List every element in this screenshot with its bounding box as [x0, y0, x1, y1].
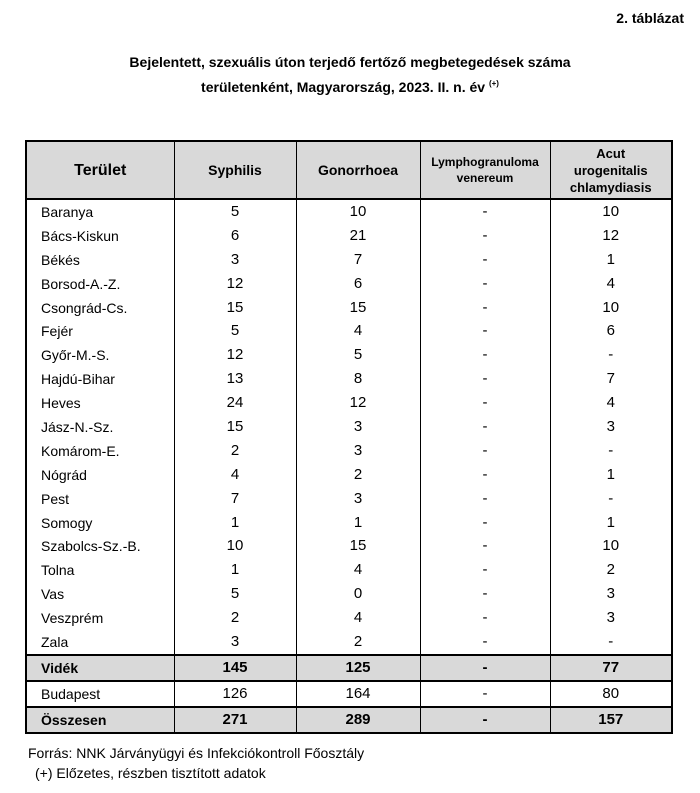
preliminary-note: (+) Előzetes, részben tisztított adatok [35, 765, 266, 781]
table-row [26, 296, 672, 320]
cell-lgv: - [420, 391, 550, 415]
header-acut-line-3: chlamydiasis [569, 179, 652, 195]
cell-region: Csongrád-Cs. [26, 296, 174, 320]
cell-region: Somogy [26, 511, 174, 535]
cell-lgv: - [420, 439, 550, 463]
cell-gonorrhoea: 6 [296, 272, 420, 296]
cell-chlamydia: 10 [550, 534, 672, 558]
cell-gonorrhoea: 289 [296, 707, 420, 733]
cell-lgv: - [420, 343, 550, 367]
header-region: Terület [26, 141, 174, 199]
table-row [26, 558, 672, 582]
cell-lgv: - [420, 272, 550, 296]
cell-lgv: - [420, 707, 550, 733]
cell-gonorrhoea: 164 [296, 681, 420, 707]
header-acut-line-2: urogenitalis [573, 162, 648, 178]
cell-gonorrhoea: 2 [296, 630, 420, 655]
cell-lgv: - [420, 582, 550, 606]
cell-lgv: - [420, 199, 550, 224]
cell-syphilis: 1 [174, 511, 296, 535]
cell-lgv: - [420, 558, 550, 582]
budapest-row [26, 681, 672, 707]
cell-gonorrhoea: 4 [296, 558, 420, 582]
cell-chlamydia: - [550, 630, 672, 655]
header-lympho-line-1: Lymphogranuloma [431, 155, 539, 169]
cell-chlamydia: 3 [550, 606, 672, 630]
cell-lgv: - [420, 415, 550, 439]
cell-region: Vas [26, 582, 174, 606]
cell-region: Vidék [26, 655, 174, 681]
cell-gonorrhoea: 12 [296, 391, 420, 415]
cell-chlamydia: 3 [550, 582, 672, 606]
cell-syphilis: 3 [174, 248, 296, 272]
cell-syphilis: 4 [174, 463, 296, 487]
cell-lgv: - [420, 606, 550, 630]
title-line-2 [0, 73, 700, 98]
cell-region: Borsod-A.-Z. [26, 272, 174, 296]
cell-lgv: - [420, 296, 550, 320]
source-note: Forrás: NNK Járványügyi és Infekciókontroll Főosztály [28, 745, 365, 761]
disease-table [25, 140, 673, 734]
table-row [26, 439, 672, 463]
preliminary-marker: (+) [488, 79, 499, 88]
cell-syphilis: 126 [174, 681, 296, 707]
cell-gonorrhoea: 3 [296, 415, 420, 439]
header-lymphogranuloma [420, 141, 550, 199]
table-row [26, 630, 672, 655]
cell-chlamydia: 80 [550, 681, 672, 707]
table-row [26, 367, 672, 391]
cell-gonorrhoea: 1 [296, 511, 420, 535]
table-row [26, 415, 672, 439]
cell-chlamydia: - [550, 343, 672, 367]
cell-gonorrhoea: 10 [296, 199, 420, 224]
cell-syphilis: 7 [174, 487, 296, 511]
cell-chlamydia: 10 [550, 199, 672, 224]
title-line-1: Bejelentett, szexuális úton terjedő fertőző megbetegedések száma [129, 54, 571, 70]
cell-lgv: - [420, 630, 550, 655]
cell-region: Fejér [26, 319, 174, 343]
cell-gonorrhoea: 2 [296, 463, 420, 487]
cell-gonorrhoea: 125 [296, 655, 420, 681]
cell-gonorrhoea: 8 [296, 367, 420, 391]
cell-lgv: - [420, 534, 550, 558]
cell-region: Baranya [26, 199, 174, 224]
cell-chlamydia: 1 [550, 511, 672, 535]
cell-gonorrhoea: 0 [296, 582, 420, 606]
cell-chlamydia: 2 [550, 558, 672, 582]
cell-gonorrhoea: 21 [296, 224, 420, 248]
cell-syphilis: 1 [174, 558, 296, 582]
cell-chlamydia: - [550, 439, 672, 463]
cell-region: Nógrád [26, 463, 174, 487]
cell-chlamydia: 77 [550, 655, 672, 681]
cell-syphilis: 6 [174, 224, 296, 248]
cell-region: Heves [26, 391, 174, 415]
cell-lgv: - [420, 487, 550, 511]
table-row [26, 319, 672, 343]
cell-region: Komárom-E. [26, 439, 174, 463]
table-row [26, 487, 672, 511]
cell-lgv: - [420, 681, 550, 707]
cell-chlamydia: 12 [550, 224, 672, 248]
cell-chlamydia: 4 [550, 391, 672, 415]
cell-chlamydia: 4 [550, 272, 672, 296]
cell-region: Szabolcs-Sz.-B. [26, 534, 174, 558]
table-number-label: 2. táblázat [616, 10, 684, 26]
header-row [26, 141, 672, 199]
cell-region: Zala [26, 630, 174, 655]
cell-chlamydia: - [550, 487, 672, 511]
cell-region: Budapest [26, 681, 174, 707]
cell-gonorrhoea: 7 [296, 248, 420, 272]
table-row [26, 248, 672, 272]
table-row [26, 272, 672, 296]
cell-chlamydia: 10 [550, 296, 672, 320]
cell-lgv: - [420, 224, 550, 248]
header-chlamydiasis [550, 141, 672, 199]
cell-region: Békés [26, 248, 174, 272]
cell-syphilis: 5 [174, 319, 296, 343]
table-row [26, 463, 672, 487]
cell-lgv: - [420, 248, 550, 272]
cell-syphilis: 10 [174, 534, 296, 558]
cell-syphilis: 145 [174, 655, 296, 681]
table-row [26, 582, 672, 606]
cell-chlamydia: 1 [550, 463, 672, 487]
cell-syphilis: 24 [174, 391, 296, 415]
cell-syphilis: 12 [174, 272, 296, 296]
cell-region: Pest [26, 487, 174, 511]
cell-syphilis: 12 [174, 343, 296, 367]
cell-gonorrhoea: 15 [296, 534, 420, 558]
header-acut-line-1: Acut [596, 145, 626, 161]
cell-syphilis: 15 [174, 415, 296, 439]
cell-region: Tolna [26, 558, 174, 582]
cell-lgv: - [420, 367, 550, 391]
cell-gonorrhoea: 4 [296, 319, 420, 343]
cell-syphilis: 13 [174, 367, 296, 391]
cell-chlamydia: 6 [550, 319, 672, 343]
cell-region: Bács-Kiskun [26, 224, 174, 248]
cell-gonorrhoea: 3 [296, 487, 420, 511]
header-gonorrhoea: Gonorrhoea [296, 141, 420, 199]
cell-syphilis: 5 [174, 199, 296, 224]
cell-lgv: - [420, 319, 550, 343]
total-row [26, 707, 672, 733]
table-row [26, 606, 672, 630]
cell-lgv: - [420, 511, 550, 535]
cell-region: Hajdú-Bihar [26, 367, 174, 391]
cell-syphilis: 2 [174, 606, 296, 630]
cell-chlamydia: 1 [550, 248, 672, 272]
table-row [26, 511, 672, 535]
cell-gonorrhoea: 15 [296, 296, 420, 320]
table-row [26, 199, 672, 224]
header-syphilis: Syphilis [174, 141, 296, 199]
cell-gonorrhoea: 4 [296, 606, 420, 630]
cell-region: Összesen [26, 707, 174, 733]
cell-syphilis: 271 [174, 707, 296, 733]
videk-row [26, 655, 672, 681]
table-row [26, 224, 672, 248]
cell-chlamydia: 3 [550, 415, 672, 439]
cell-region: Győr-M.-S. [26, 343, 174, 367]
cell-chlamydia: 157 [550, 707, 672, 733]
cell-lgv: - [420, 655, 550, 681]
cell-gonorrhoea: 3 [296, 439, 420, 463]
table-row [26, 534, 672, 558]
cell-syphilis: 5 [174, 582, 296, 606]
title-line-2-text: területenként, Magyarország, 2023. II. n. év [201, 79, 486, 95]
cell-chlamydia: 7 [550, 367, 672, 391]
cell-gonorrhoea: 5 [296, 343, 420, 367]
table-title [0, 52, 700, 98]
cell-region: Veszprém [26, 606, 174, 630]
table-row [26, 343, 672, 367]
cell-lgv: - [420, 463, 550, 487]
cell-region: Jász-N.-Sz. [26, 415, 174, 439]
header-lympho-line-2: venereum [456, 171, 514, 185]
cell-syphilis: 3 [174, 630, 296, 655]
cell-syphilis: 15 [174, 296, 296, 320]
table-row [26, 391, 672, 415]
cell-syphilis: 2 [174, 439, 296, 463]
